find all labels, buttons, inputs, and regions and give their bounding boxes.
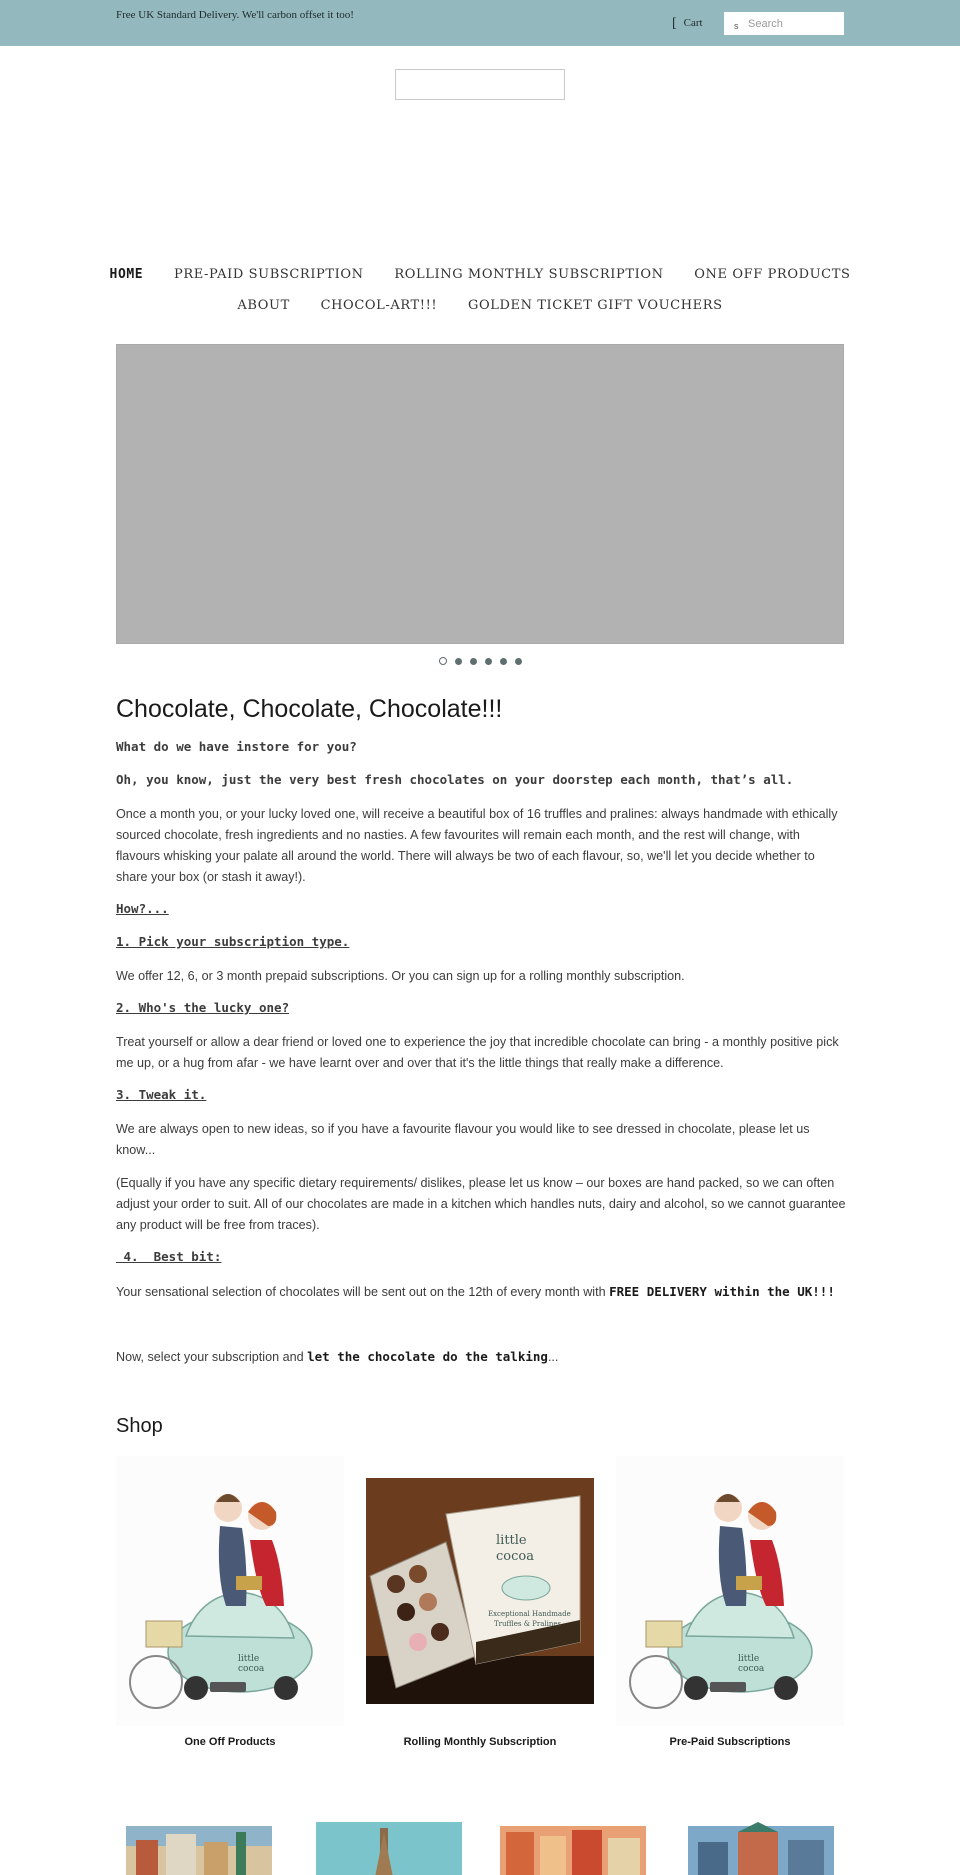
call-to-action — [116, 1346, 846, 1368]
cta-ellipsis: ... — [547, 1350, 559, 1364]
svg-text:cocoa: cocoa — [496, 1549, 534, 1564]
step-4-text — [116, 1281, 846, 1303]
step-2-text: Treat yourself or allow a dear friend or loved one to experience the joy that incredible chocolate can bring - a monthly positive pick me up, or a hug from afar - we have learnt over and over that it's the little things that really make a difference. — [116, 1035, 839, 1070]
step-4-text-main: Your sensational selection of chocolates will be sent out on the 12th of every month with — [116, 1285, 610, 1299]
cart-link[interactable] — [672, 15, 703, 31]
svg-text:Exceptional Handmade: Exceptional Handmade — [488, 1610, 571, 1618]
cta-text: Now, select your subscription and — [116, 1350, 308, 1364]
search-box[interactable] — [724, 12, 844, 35]
step-2-heading: 2. Who's the lucky one? — [116, 1000, 290, 1015]
cart-label: Cart — [683, 17, 703, 29]
slide-dot-2[interactable] — [455, 658, 462, 665]
product-image-one-off[interactable] — [116, 1456, 344, 1726]
nav-about[interactable]: ABOUT — [237, 298, 290, 313]
art-tile-3[interactable] — [500, 1822, 646, 1875]
subheading-instore: What do we have instore for you? — [116, 739, 357, 754]
nav-home[interactable]: HOME — [109, 267, 144, 282]
delivery-promo-text: Free UK Standard Delivery. We'll carbon offset it too! — [116, 9, 354, 21]
product-label-rolling-monthly[interactable]: Rolling Monthly Subscription — [403, 1736, 557, 1748]
product-image-rolling-monthly[interactable] — [366, 1456, 594, 1726]
svg-text:cocoa: cocoa — [238, 1664, 265, 1674]
search-input[interactable] — [748, 12, 840, 35]
cart-icon: [ — [672, 16, 677, 31]
step-1-text: We offer 12, 6, or 3 month prepaid subscriptions. Or you can sign up for a rolling monthly subscription. — [116, 969, 685, 983]
art-tile-4[interactable] — [688, 1822, 834, 1875]
nav-rolling-monthly-subscription[interactable]: ROLLING MONTHLY SUBSCRIPTION — [394, 267, 664, 282]
shop-section-title: Shop — [116, 1415, 163, 1437]
intro-paragraph: Once a month you, or your lucky loved one, will receive a beautiful box of 16 truffles and pralines: always handmade with ethically sourced chocolate, fresh ingredients and no nasties. A few favourites will remain each month, and the rest will change, with flavours whisking your palate all around the world. There will always be two of each flavour, so, we'll let you decide whether to share your box (or stash it away!). — [116, 807, 838, 884]
step-3-text: We are always open to new ideas, so if you have a favourite flavour you would like to see dressed in chocolate, please let us know... — [116, 1122, 810, 1157]
art-tile-1[interactable] — [126, 1822, 272, 1875]
nav-chocol-art[interactable]: CHOCOL-ART!!! — [320, 298, 438, 313]
nav-one-off-products[interactable]: ONE OFF PRODUCTS — [694, 267, 851, 282]
step-3-dietary-text: (Equally if you have any specific dietary requirements/ dislikes, please let us know – our boxes are hand packed, so we can often adjust your order to suit. All of our chocolates are made in a kitchen which handles nuts, dairy and alcohol, so we cannot guarantee any product will be free from traces). — [116, 1176, 846, 1232]
svg-text:little: little — [738, 1654, 760, 1664]
nav-golden-ticket-gift-vouchers[interactable]: GOLDEN TICKET GIFT VOUCHERS — [467, 298, 723, 313]
site-logo[interactable] — [395, 69, 565, 100]
slide-dot-1[interactable] — [439, 657, 447, 665]
slide-dot-5[interactable] — [500, 658, 507, 665]
slideshow-pagination — [0, 657, 960, 665]
how-heading: How?... — [116, 901, 169, 916]
product-card-rolling-monthly[interactable] — [366, 1456, 594, 1748]
search-icon[interactable]: s — [734, 21, 739, 31]
hero-slideshow[interactable] — [116, 344, 844, 644]
product-image-pre-paid[interactable] — [616, 1456, 844, 1726]
main-nav-row-2 — [0, 298, 960, 313]
slide-dot-4[interactable] — [485, 658, 492, 665]
product-label-one-off[interactable]: One Off Products — [184, 1736, 276, 1748]
step-4-heading: 4. Best bit: — [116, 1249, 222, 1264]
product-label-pre-paid[interactable]: Pre-Paid Subscriptions — [669, 1736, 791, 1748]
step-1-heading: 1. Pick your subscription type. — [116, 934, 350, 949]
slide-dot-6[interactable] — [515, 658, 522, 665]
main-nav-row-1 — [0, 267, 960, 282]
svg-text:little: little — [496, 1533, 527, 1548]
intro-content — [116, 695, 846, 1380]
cta-highlight: let the chocolate do the talking — [307, 1349, 548, 1364]
product-card-pre-paid[interactable] — [616, 1456, 844, 1748]
step-3-heading: 3. Tweak it. — [116, 1087, 207, 1102]
announcement-bar — [0, 0, 960, 46]
page-title: Chocolate, Chocolate, Chocolate!!! — [116, 695, 503, 723]
svg-text:Truffles & Pralines: Truffles & Pralines — [494, 1620, 562, 1628]
svg-text:little: little — [238, 1654, 260, 1664]
free-delivery-highlight: FREE DELIVERY within the UK!!! — [609, 1284, 835, 1299]
svg-text:cocoa: cocoa — [738, 1664, 765, 1674]
slide-dot-3[interactable] — [470, 658, 477, 665]
product-card-one-off[interactable] — [116, 1456, 344, 1748]
art-tile-2[interactable] — [316, 1822, 462, 1875]
nav-pre-paid-subscription[interactable]: PRE-PAID SUBSCRIPTION — [173, 267, 364, 282]
subheading-fresh-chocolates: Oh, you know, just the very best fresh chocolates on your doorstep each month, that’s all. — [116, 772, 794, 787]
